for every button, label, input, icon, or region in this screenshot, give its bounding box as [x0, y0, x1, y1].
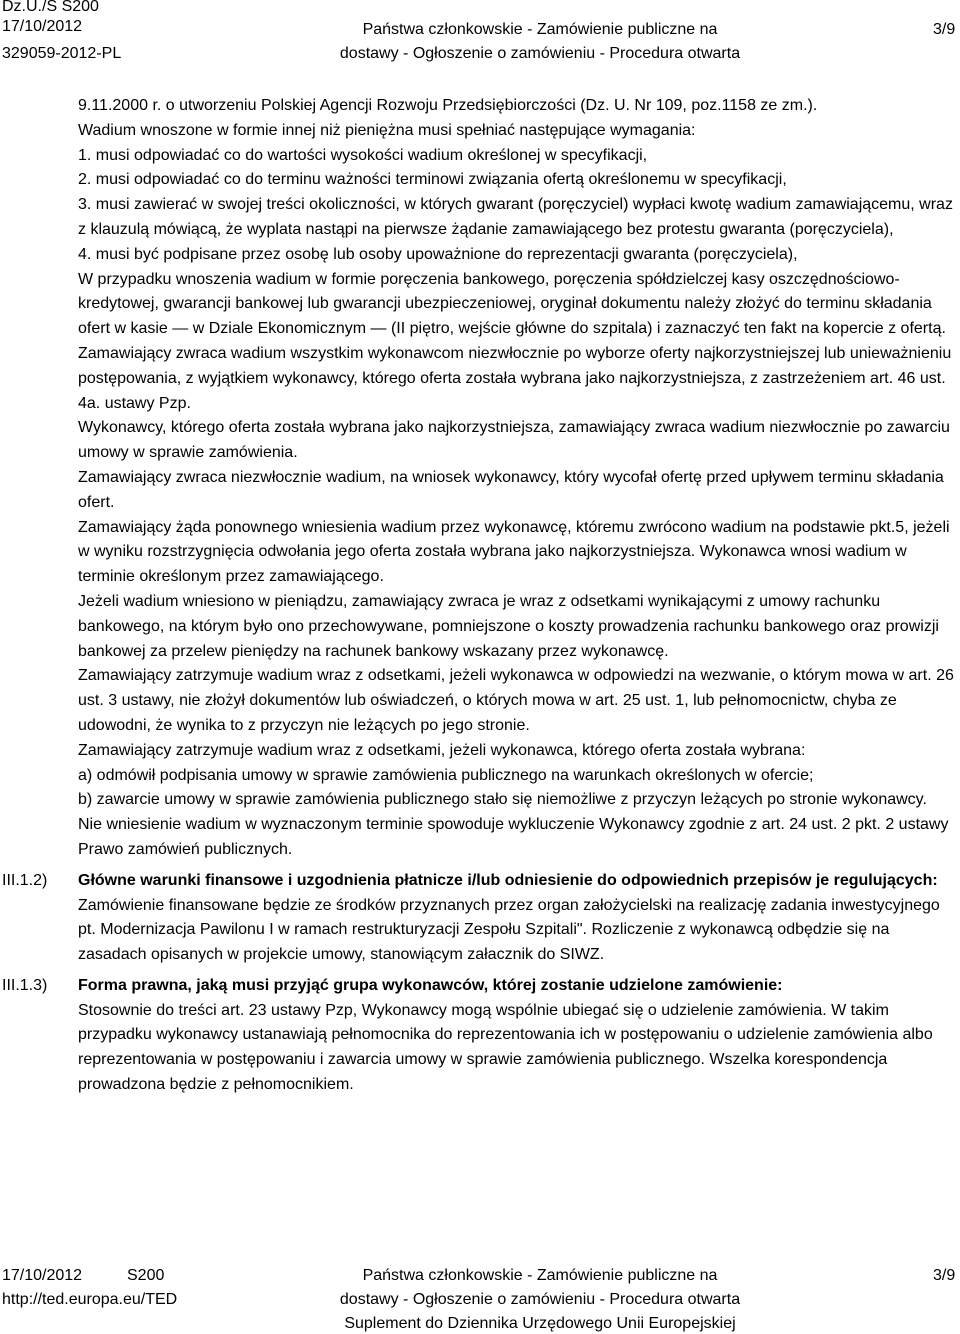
footer-series: S200: [127, 1267, 165, 1284]
paragraph: W przypadku wnoszenia wadium w formie poręczenia bankowego, poręczenia spółdzielczej kasy oszczędnościowo-kredytowej, gwarancji bankowej lub gwarancji ubezpieczeniowej, oryginał dokumentu należy złożyć do terminu składania ofert w kasie — w Dziale Ekonomicznym — (II piętro, wejście główne do szpitala) i zaznaczyć ten fakt na kopercie z ofertą.: [78, 270, 946, 338]
paragraph: 9.11.2000 r. o utworzeniu Polskiej Agencji Rozwoju Przedsiębiorczości (Dz. U. Nr 109, poz.1158 ze zm.).: [78, 97, 818, 114]
notice-number: 329059-2012-PL: [2, 45, 122, 62]
page-header: [0, 0, 960, 70]
paragraph: Zamawiający żąda ponownego wniesienia wadium przez wykonawcę, któremu zwrócono wadium na podstawie pkt.5, jeżeli w wyniku rozstrzygnięcia odwołania jego oferta została wybrana jako najkorzystniejsza. Wykonawca wnosi wadium w terminie określonym przez zamawiającego.: [78, 518, 950, 586]
paragraph: Zamawiający zatrzymuje wadium wraz z odsetkami, jeżeli wykonawca w odpowiedzi na wezwanie, o którym mowa w art. 26 ust. 3 ustawy, nie złożył dokumentów lub oświadczeń, o których mowa w art. 25 ust. 1, lub pełnomocnictw, chyba ze udowodni, że wynika to z przyczyn nie leżących po jego stronie.: [78, 667, 954, 734]
header-title-line2: dostawy - Ogłoszenie o zamówieniu - Procedura otwarta: [339, 45, 741, 62]
paragraph: Wadium wnoszone w formie innej niż pieniężna musi spełniać następujące wymagania:: [78, 121, 696, 139]
section-text: Zamówienie finansowane będzie ze środków przyznanych przez organ założycielski na realizację zadania inwestycyjnego pt. Modernizacja Pawilonu I w ramach restrukturyzacji Zespołu Szpitali". Rozliczenie z wykonawcą odbędzie się na zasadach opisanych w projekcie umowy, stanowiącym załacznik do SIWZ.: [78, 896, 940, 964]
continuation-text: [78, 94, 957, 863]
paragraph: Nie wniesienie wadium w wyznaczonym terminie spowoduje wykluczenie Wykonawcy zgodnie z art. 24 ust. 2 pkt. 2 ustawy Prawo zamówień publicznych.: [78, 816, 949, 858]
list-item: a) odmówił podpisania umowy w sprawie zamówienia publicznego na warunkach określonych w ofercie;: [78, 766, 814, 784]
page-footer: [0, 1264, 960, 1334]
header-date: 17/10/2012: [2, 18, 83, 35]
paragraph: Wykonawcy, którego oferta została wybrana jako najkorzystniejsza, zamawiający zwraca wadium niezwłocznie po zawarciu umowy w sprawie zamówienia.: [78, 419, 950, 462]
header-title-line1: Państwa członkowskie - Zamówienie publiczne na: [362, 21, 718, 38]
paragraph: Zamawiający zwraca wadium wszystkim wykonawcom niezwłocznie po wyborze oferty najkorzystniejszej lub unieważnieniu postępowania, z wyjątkiem wykonawcy, którego oferta została wybrana jako najkorzystniejsza, z zastrzeżeniem art. 46 ust. 4a. ustawy Pzp.: [78, 344, 952, 412]
footer-url: http://ted.europa.eu/TED: [2, 1291, 178, 1308]
footer-title-line2: dostawy - Ogłoszenie o zamówieniu - Procedura otwarta: [339, 1291, 741, 1308]
section-iii-1-3: [0, 974, 960, 1098]
page-number: 3/9: [933, 21, 956, 38]
list-item: 2. musi odpowiadać co do terminu ważności terminowi związania ofertą określonemu w specyfikacji,: [78, 171, 787, 189]
section-label: III.1.3): [2, 976, 48, 994]
section-heading: Główne warunki finansowe i uzgodnienia płatnicze i/lub odniesienie do odpowiednich przepisów je regulujących:: [78, 871, 938, 889]
section-heading: Forma prawna, jaką musi przyjąć grupa wykonawców, której zostanie udzielone zamówienie:: [78, 976, 783, 994]
list-item: 3. musi zawierać w swojej treści okoliczności, w których gwarant (poręczyciel) wypłaci kwotę wadium zamawiającemu, wraz z klauzulą mówiącą, że wyplata nastąpi na pierwsze żądanie zamawiającego bez protestu gwaranta (poręczyciela),: [78, 196, 953, 238]
paragraph: Jeżeli wadium wniesiono w pieniądzu, zamawiający zwraca je wraz z odsetkami wynikającymi z umowy rachunku bankowego, na którym było ono przechowywane, pomniejszone o koszty prowadzenia rachunku bankowego oraz prowizji bankowej za przelew pieniędzy na rachunek bankowy wskazany przez wykonawcę.: [78, 592, 939, 660]
footer-date: 17/10/2012: [2, 1267, 83, 1284]
journal-ref: Dz.U./S S200: [2, 0, 99, 15]
footer-supplement: Suplement do Dziennika Urzędowego Unii Europejskiej: [344, 1315, 736, 1332]
continuation-block: [0, 94, 960, 863]
list-item: b) zawarcie umowy w sprawie zamówienia publicznego stało się niemożliwe z przyczyn leżących po stronie wykonawcy.: [78, 791, 927, 809]
footer-title-line1: Państwa członkowskie - Zamówienie publiczne na: [362, 1267, 718, 1284]
section-label: III.1.2): [2, 871, 48, 889]
section-iii-1-2: [0, 869, 960, 968]
paragraph: Zamawiający zwraca niezwłocznie wadium, na wniosek wykonawcy, który wycofał ofertę przed upływem terminu składania ofert.: [78, 468, 944, 511]
list-item: 4. musi być podpisane przez osobę lub osoby upoważnione do reprezentacji gwaranta (poręczyciela),: [78, 245, 798, 263]
section-text: Stosownie do treści art. 23 ustawy Pzp, Wykonawcy mogą wspólnie ubiegać się o udzielenie zamówienia. W takim przypadku wykonawcy ustanawiają pełnomocnika do reprezentowania ich w postępowaniu o udzielenie zamówienia albo reprezentowania w postępowaniu i zawarcia umowy w sprawie zamówienia publicznego. Wszelka korespondencja prowadzona będzie z pełnomocnikiem.: [78, 1001, 933, 1094]
paragraph: Zamawiający zatrzymuje wadium wraz z odsetkami, jeżeli wykonawca, którego oferta została wybrana:: [78, 741, 806, 759]
list-item: 1. musi odpowiadać co do wartości wysokości wadium określonej w specyfikacji,: [78, 146, 648, 164]
document-body: [0, 94, 960, 1246]
footer-page-number: 3/9: [933, 1267, 956, 1284]
